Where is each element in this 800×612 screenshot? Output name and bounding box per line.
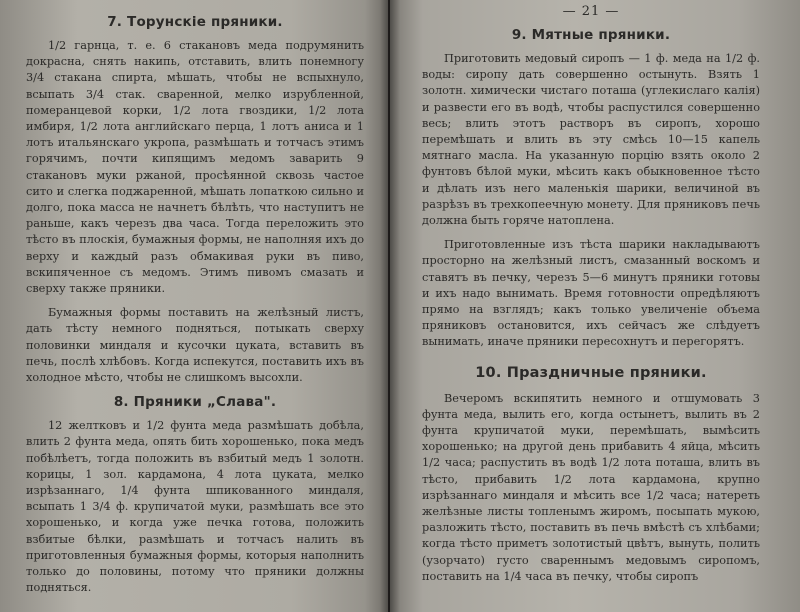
section-8-paragraph-1: 12 желтковъ и 1/2 фунта меда размѣшать добѣла, влить 2 фунта меда, опять бить хорошенько, пока медъ побѣлѣетъ, тогда положить въ взбитый медъ 1 золотн. корицы, 1 зол. кардамона, 4 лота цуката, мелко изрѣзаннаго, 1/4 фунта шпикованного миндаля, всыпать 1 3/4 ф. крупичатой муки, размѣшать все это хорошенько, и когда уже печка готова, положить взбитые бѣлки, размѣшать и тотчасъ налить въ приготовленныя бумажныя формы, которыя наполнить только до половины, потому что пряники должны подняться.: [26, 419, 364, 595]
section-9-paragraph-1: Приготовить медовый сиропъ — 1 ф. меда на 1/2 ф. воды: сиропу дать совершенно остынуть. Взять 1 золотн. химически чистаго поташа (углекислаго калія) и развести его въ водѣ, чтобы распустился совершенно весь; влить этотъ растворъ въ сиропъ, хорошо перемѣшать и влить въ эту смѣсь 10—15 капель мятнаго масла. На указанную порцію взять около 2 фунтовъ бѣлой муки, мѣсить какъ обыкновенное тѣсто и дѣлать изъ него маленькія шарики, величиной въ разрѣзъ въ трехкопеечную монету. Для пряниковъ печь должна быть горяче натоплена.: [422, 52, 760, 228]
section-9-paragraph-2: Приготовленные изъ тѣста шарики накладываютъ просторно на желѣзный листъ, смазанный воскомъ и ставятъ въ печку, черезъ 5—6 минутъ пряники готовы и ихъ надо вынимать. Время готовности опредѣляютъ прямо на взглядъ; какъ только увеличеніе объема пряниковъ остановится, ихъ сейчасъ же слѣдуетъ вынимать, иначе пряники пересохнутъ и перегорятъ.: [422, 238, 760, 349]
section-7-paragraph-1: 1/2 гарнца, т. е. 6 стакановъ меда подрумянить докрасна, снять накипь, отставить, влить понемногу 3/4 стакана спирта, мѣшать, чтобы не вспыхнуло, всыпать 3/4 стак. сваренной, мелко изрубленной, померанцевой корки, 1/2 лота гвоздики, 1/2 лота имбиря, 1/2 лота английскаго перца, 1 лотъ аниса и 1 лотъ итальянскаго укропа, размѣшать и тотчасъ этимъ горячимъ, почти кипящимъ медомъ заварить 9 стакановъ муки ржаной, просѣянной сквозь частое сито и слегка поджаренной, мѣшать лопаткою сильно и долго, пока масса не начнетъ бѣлѣть, что наступитъ не раньше, какъ черезъ два часа. Тогда переложить это тѣсто въ плоскія, бумажныя формы, не наполняя ихъ до верху и каждый разъ обмакивая руки въ пиво, вскипяченное съ медомъ. Этимъ пивомъ смазать и сверху также пряники.: [26, 39, 364, 296]
book-gutter: [380, 0, 400, 612]
section-9-title: 9. Мятные пряники.: [511, 27, 671, 43]
left-page: [0, 0, 388, 612]
section-10-paragraph-1: Вечеромъ вскипятить немного и отшумовать 3 фунта меда, вылить его, когда остынетъ, вылить въ 2 фунта крупичатой муки, перемѣшать, вымѣсить хорошенько; на другой день прибавить 4 яйца, мѣсить 1/2 часа; распустить въ водѣ 1/2 лота поташа, влить въ тѣсто, прибавить 1/2 лота кардамона, крупно изрѣзаннаго миндаля и мѣсить все 1/2 часа; натереть желѣзные листы топленымъ жиромъ, посыпать мукою, разложить тѣсто, поставить въ печь вмѣстѣ съ хлѣбами; когда тѣсто приметъ золотистый цвѣтъ, вынуть, полить (узорчато) густо свареннымъ медовымъ сиропомъ, поставить на 1/4 часа въ печку, чтобы сиропъ: [422, 391, 760, 583]
page-number: — 21 —: [562, 4, 620, 19]
section-7-paragraph-2: Бумажныя формы поставить на желѣзный листъ, дать тѣсту немного подняться, потыкать сверху половинки миндаля и кусочки цуката, вставить въ печь, послѣ хлѣбовъ. Когда испекутся, поставить ихъ въ холодное мѣсто, чтобы не слишкомъ высохли.: [26, 306, 364, 385]
right-page: [390, 0, 800, 612]
section-8-title: 8. Пряники „Слава".: [113, 394, 277, 411]
section-7-title: 7. Торунскіе пряники.: [107, 14, 283, 30]
section-10-title: 10. Праздничные пряники.: [475, 364, 707, 381]
